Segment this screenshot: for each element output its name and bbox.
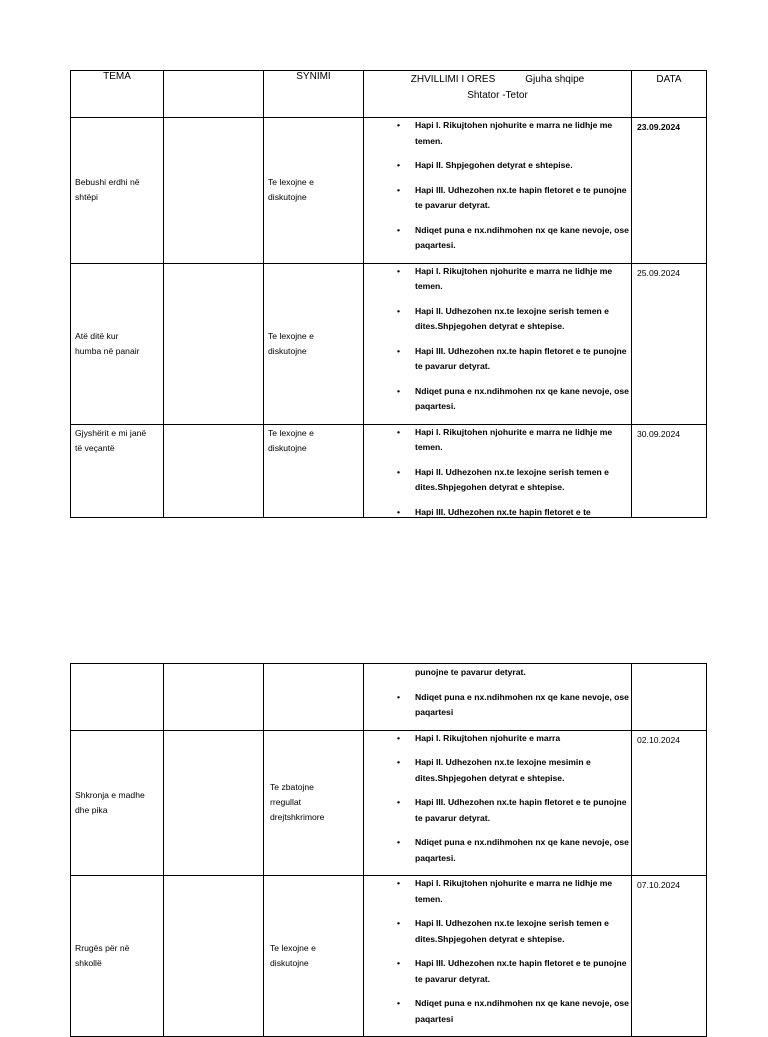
synimi-cell [264, 263, 364, 424]
step-item: • Ndiqet puna e nx.ndihmohen nx qe kane nevoje, ose paqartesi. [364, 384, 631, 415]
table-row [71, 424, 707, 517]
step-item: • Hapi I. Rikujtohen njohurite e marra ne lidhje me temen. [364, 425, 631, 456]
empty-cell [264, 664, 364, 731]
synimi-text: Te lexojne e [268, 177, 314, 188]
synimi-text: diskutojne [268, 345, 307, 356]
step-item: • Ndiqet puna e nx.ndihmohen nx qe kane nevoje, ose paqartesi. [364, 223, 631, 254]
date-cell [632, 876, 707, 1037]
steps-list [364, 264, 631, 415]
empty-cell [632, 664, 707, 731]
step-item: • Ndiqet puna e nx.ndihmohen nx qe kane nevoje, ose paqartesi [364, 996, 631, 1027]
tema-text: Rrugës për në [75, 943, 130, 953]
header-empty [164, 71, 264, 118]
date-cell [632, 118, 707, 264]
empty-cell [164, 424, 264, 517]
date-text: 02.10.2024 [637, 734, 681, 745]
steps-cell [364, 424, 632, 517]
continuation-text: punojne te pavarur detyrat. [415, 667, 526, 677]
tema-text: shtëpi [75, 192, 98, 203]
header-zhvillimi [364, 71, 632, 118]
lesson-plan-table-page-2 [70, 663, 707, 1037]
date-text: 23.09.2024 [637, 122, 681, 132]
synimi-text: Te lexojne e [270, 943, 316, 953]
synimi-cell [264, 118, 364, 264]
steps-cell [364, 118, 632, 264]
header-data: DATA [632, 71, 707, 118]
lesson-plan-table-page-1 [70, 70, 707, 518]
empty-cell [164, 263, 264, 424]
step-item: • Hapi I. Rikujtohen njohurite e marra ne lidhje me temen. [364, 876, 631, 907]
date-cell [632, 424, 707, 517]
steps-cell [364, 263, 632, 424]
synimi-text: diskutojne [270, 958, 309, 968]
synimi-text: diskutojne [268, 192, 307, 203]
steps-list [364, 118, 631, 254]
synimi-cell [264, 730, 364, 876]
date-text: 30.09.2024 [637, 428, 681, 439]
header-tema: TEMA [71, 71, 164, 118]
empty-cell [164, 118, 264, 264]
empty-cell [164, 730, 264, 876]
tema-cell [71, 730, 164, 876]
step-item: • Ndiqet puna e nx.ndihmohen nx qe kane nevoje, ose paqartesi [364, 690, 631, 721]
header-period: Shtator -Tetor [467, 90, 528, 101]
tema-text: humba në panair [75, 345, 140, 356]
header-row [71, 71, 707, 118]
steps-list [364, 425, 631, 517]
header-zhvillimi-label: ZHVILLIMI I ORES [410, 74, 496, 85]
synimi-text: drejtshkrimore [270, 812, 325, 823]
table-row [71, 876, 707, 1037]
synimi-text: Te zbatojne [270, 782, 314, 793]
empty-cell [164, 876, 264, 1037]
tema-cell [71, 118, 164, 264]
steps-cell [364, 730, 632, 876]
synimi-text: rregullat [270, 797, 302, 808]
step-item: • Hapi I. Rikujtohen njohurite e marra ne lidhje me temen. [364, 264, 631, 295]
step-item: • Hapi II. Shpjegohen detyrat e shtepise. [364, 158, 631, 174]
step-item: • Hapi I. Rikujtohen njohurite e marra ne lidhje me temen. [364, 118, 631, 149]
date-cell [632, 263, 707, 424]
step-item: • Hapi III. Udhezohen nx.te hapin fletoret e te punojne te pavarur detyrat. [364, 183, 631, 214]
step-item: • Hapi III. Udhezohen nx.te hapin fletoret e te punojne te pavarur detyrat. [364, 795, 631, 826]
tema-text: Bebushi erdhi në [75, 177, 140, 188]
steps-list [364, 876, 631, 1027]
tema-text: dhe pika [75, 804, 108, 815]
steps-list [364, 690, 631, 721]
synimi-cell [264, 876, 364, 1037]
synimi-text: Te lexojne e [268, 330, 314, 341]
tema-cell [71, 263, 164, 424]
table-row-continuation [71, 664, 707, 731]
table-row [71, 263, 707, 424]
tema-text: Shkronja e madhe [75, 789, 145, 800]
steps-cell [364, 664, 632, 731]
tema-text: shkollë [75, 958, 102, 968]
table-row [71, 730, 707, 876]
date-text: 25.09.2024 [637, 267, 681, 278]
step-item: • Hapi III. Udhezohen nx.te hapin fletoret e te punojne te pavarur detyrat. [364, 956, 631, 987]
step-item: • Hapi II. Udhezohen nx.te lexojne mesimin e dites.Shpjegohen detyrat e shtepise. [364, 755, 631, 786]
step-item: • Hapi II. Udhezohen nx.te lexojne serish temen e dites.Shpjegohen detyrat e shtepise. [364, 465, 631, 496]
tema-text: Gjyshërit e mi janë [75, 427, 147, 438]
table-row [71, 118, 707, 264]
tema-text: Atë ditë kur [75, 330, 119, 341]
tema-cell [71, 876, 164, 1037]
empty-cell [164, 664, 264, 731]
steps-cell [364, 876, 632, 1037]
date-text: 07.10.2024 [637, 880, 681, 890]
step-item: • Ndiqet puna e nx.ndihmohen nx qe kane nevoje, ose paqartesi. [364, 835, 631, 866]
step-item: • Hapi II. Udhezohen nx.te lexojne serish temen e dites.Shpjegohen detyrat e shtepise. [364, 304, 631, 335]
step-item: • Hapi II. Udhezohen nx.te lexojne serish temen e dites.Shpjegohen detyrat e shtepise. [364, 916, 631, 947]
synimi-text: Te lexojne e [268, 427, 314, 438]
tema-text: të veçantë [75, 442, 115, 453]
tema-cell [71, 424, 164, 517]
step-item: • Hapi I. Rikujtohen njohurite e marra [364, 731, 631, 747]
date-cell [632, 730, 707, 876]
empty-cell [71, 664, 164, 731]
step-item: • Hapi III. Udhezohen nx.te hapin fletoret e te punojne te pavarur detyrat. [364, 344, 631, 375]
header-subject: Gjuha shqipe [525, 74, 585, 85]
header-synimi: SYNIMI [264, 71, 364, 118]
synimi-cell [264, 424, 364, 517]
step-item: • Hapi III. Udhezohen nx.te hapin fletoret e te [364, 505, 631, 517]
synimi-text: diskutojne [268, 442, 307, 453]
steps-list [364, 731, 631, 867]
